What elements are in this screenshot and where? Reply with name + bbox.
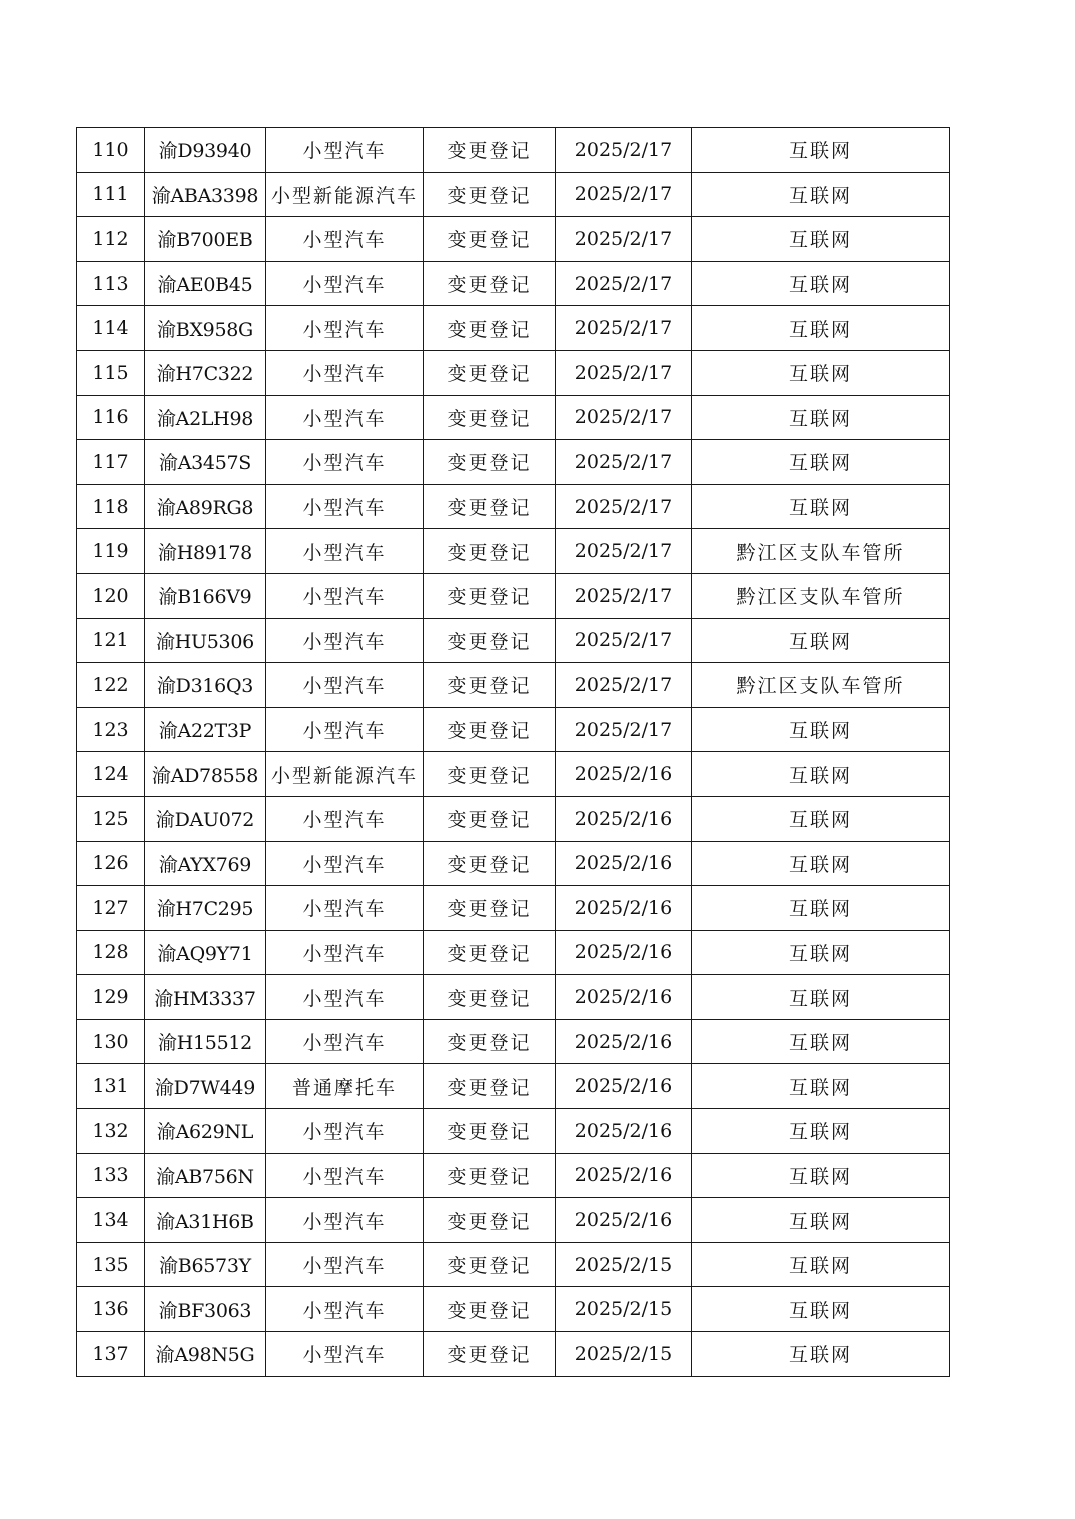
cell-plate-number: 渝A89RG8 <box>145 484 266 529</box>
cell-vehicle-type: 小型汽车 <box>266 306 424 351</box>
cell-channel: 互联网 <box>692 217 950 262</box>
cell-channel: 互联网 <box>692 1153 950 1198</box>
cell-vehicle-type: 小型汽车 <box>266 395 424 440</box>
cell-date: 2025/2/16 <box>556 752 692 797</box>
table-row <box>77 529 950 574</box>
cell-vehicle-type: 小型汽车 <box>266 796 424 841</box>
cell-date: 2025/2/17 <box>556 484 692 529</box>
cell-business-type: 变更登记 <box>424 618 556 663</box>
cell-business-type: 变更登记 <box>424 1153 556 1198</box>
cell-index: 131 <box>77 1064 145 1109</box>
cell-business-type: 变更登记 <box>424 1198 556 1243</box>
cell-date: 2025/2/16 <box>556 1064 692 1109</box>
cell-index: 134 <box>77 1198 145 1243</box>
table-body <box>77 128 950 1377</box>
cell-channel: 互联网 <box>692 350 950 395</box>
cell-plate-number: 渝DAU072 <box>145 796 266 841</box>
cell-vehicle-type: 小型汽车 <box>266 261 424 306</box>
cell-date: 2025/2/16 <box>556 1198 692 1243</box>
cell-business-type: 变更登记 <box>424 306 556 351</box>
cell-channel: 黔江区支队车管所 <box>692 573 950 618</box>
cell-plate-number: 渝H7C295 <box>145 886 266 931</box>
registration-table <box>76 127 950 1377</box>
cell-date: 2025/2/17 <box>556 529 692 574</box>
cell-date: 2025/2/16 <box>556 1019 692 1064</box>
cell-plate-number: 渝B700EB <box>145 217 266 262</box>
table-row <box>77 663 950 708</box>
cell-channel: 黔江区支队车管所 <box>692 529 950 574</box>
cell-index: 127 <box>77 886 145 931</box>
cell-date: 2025/2/16 <box>556 1153 692 1198</box>
table-row <box>77 1332 950 1377</box>
cell-business-type: 变更登记 <box>424 350 556 395</box>
cell-vehicle-type: 小型汽车 <box>266 1109 424 1154</box>
cell-index: 120 <box>77 573 145 618</box>
cell-index: 132 <box>77 1109 145 1154</box>
cell-index: 126 <box>77 841 145 886</box>
cell-vehicle-type: 小型汽车 <box>266 1019 424 1064</box>
cell-plate-number: 渝A629NL <box>145 1109 266 1154</box>
cell-index: 133 <box>77 1153 145 1198</box>
table-row <box>77 752 950 797</box>
cell-channel: 互联网 <box>692 975 950 1020</box>
table-row <box>77 440 950 485</box>
cell-index: 122 <box>77 663 145 708</box>
cell-date: 2025/2/16 <box>556 975 692 1020</box>
cell-channel: 互联网 <box>692 1198 950 1243</box>
cell-date: 2025/2/17 <box>556 573 692 618</box>
cell-vehicle-type: 小型新能源汽车 <box>266 752 424 797</box>
cell-channel: 互联网 <box>692 128 950 173</box>
cell-channel: 互联网 <box>692 930 950 975</box>
cell-plate-number: 渝A2LH98 <box>145 395 266 440</box>
cell-business-type: 变更登记 <box>424 529 556 574</box>
cell-date: 2025/2/16 <box>556 930 692 975</box>
cell-channel: 互联网 <box>692 841 950 886</box>
cell-vehicle-type: 小型汽车 <box>266 484 424 529</box>
cell-vehicle-type: 小型汽车 <box>266 350 424 395</box>
cell-index: 110 <box>77 128 145 173</box>
cell-date: 2025/2/17 <box>556 306 692 351</box>
cell-vehicle-type: 小型汽车 <box>266 930 424 975</box>
cell-plate-number: 渝AYX769 <box>145 841 266 886</box>
cell-plate-number: 渝HM3337 <box>145 975 266 1020</box>
cell-index: 124 <box>77 752 145 797</box>
cell-plate-number: 渝B166V9 <box>145 573 266 618</box>
cell-date: 2025/2/17 <box>556 395 692 440</box>
cell-channel: 黔江区支队车管所 <box>692 663 950 708</box>
cell-index: 137 <box>77 1332 145 1377</box>
cell-vehicle-type: 小型汽车 <box>266 529 424 574</box>
cell-channel: 互联网 <box>692 1332 950 1377</box>
table-row <box>77 1064 950 1109</box>
table-row <box>77 618 950 663</box>
cell-plate-number: 渝AE0B45 <box>145 261 266 306</box>
cell-plate-number: 渝D316Q3 <box>145 663 266 708</box>
cell-business-type: 变更登记 <box>424 752 556 797</box>
cell-date: 2025/2/17 <box>556 440 692 485</box>
cell-plate-number: 渝D7W449 <box>145 1064 266 1109</box>
cell-vehicle-type: 小型汽车 <box>266 440 424 485</box>
cell-plate-number: 渝A3457S <box>145 440 266 485</box>
cell-index: 114 <box>77 306 145 351</box>
cell-vehicle-type: 小型汽车 <box>266 1153 424 1198</box>
table-row <box>77 1287 950 1332</box>
cell-plate-number: 渝B6573Y <box>145 1242 266 1287</box>
table-row <box>77 573 950 618</box>
cell-business-type: 变更登记 <box>424 128 556 173</box>
cell-plate-number: 渝H15512 <box>145 1019 266 1064</box>
cell-date: 2025/2/17 <box>556 663 692 708</box>
cell-channel: 互联网 <box>692 1287 950 1332</box>
cell-channel: 互联网 <box>692 796 950 841</box>
cell-vehicle-type: 小型汽车 <box>266 707 424 752</box>
cell-plate-number: 渝D93940 <box>145 128 266 173</box>
table-row <box>77 306 950 351</box>
cell-index: 121 <box>77 618 145 663</box>
cell-business-type: 变更登记 <box>424 886 556 931</box>
cell-business-type: 变更登记 <box>424 172 556 217</box>
table-row <box>77 1019 950 1064</box>
table-row <box>77 975 950 1020</box>
cell-date: 2025/2/16 <box>556 1109 692 1154</box>
cell-channel: 互联网 <box>692 306 950 351</box>
cell-channel: 互联网 <box>692 618 950 663</box>
cell-index: 135 <box>77 1242 145 1287</box>
cell-index: 118 <box>77 484 145 529</box>
cell-business-type: 变更登记 <box>424 1109 556 1154</box>
cell-channel: 互联网 <box>692 707 950 752</box>
cell-channel: 互联网 <box>692 752 950 797</box>
table-row <box>77 1198 950 1243</box>
cell-plate-number: 渝AD78558 <box>145 752 266 797</box>
table-row <box>77 261 950 306</box>
cell-channel: 互联网 <box>692 440 950 485</box>
cell-business-type: 变更登记 <box>424 975 556 1020</box>
table-row <box>77 886 950 931</box>
table-row <box>77 930 950 975</box>
table-row <box>77 796 950 841</box>
cell-business-type: 变更登记 <box>424 1242 556 1287</box>
cell-plate-number: 渝AB756N <box>145 1153 266 1198</box>
cell-business-type: 变更登记 <box>424 261 556 306</box>
cell-business-type: 变更登记 <box>424 1287 556 1332</box>
cell-date: 2025/2/17 <box>556 350 692 395</box>
cell-channel: 互联网 <box>692 261 950 306</box>
cell-index: 123 <box>77 707 145 752</box>
cell-business-type: 变更登记 <box>424 1019 556 1064</box>
cell-channel: 互联网 <box>692 886 950 931</box>
cell-vehicle-type: 小型汽车 <box>266 886 424 931</box>
table-row <box>77 841 950 886</box>
table-row <box>77 395 950 440</box>
cell-date: 2025/2/16 <box>556 796 692 841</box>
cell-date: 2025/2/16 <box>556 841 692 886</box>
cell-vehicle-type: 小型汽车 <box>266 1242 424 1287</box>
cell-channel: 互联网 <box>692 484 950 529</box>
cell-business-type: 变更登记 <box>424 796 556 841</box>
cell-channel: 互联网 <box>692 395 950 440</box>
cell-index: 116 <box>77 395 145 440</box>
cell-date: 2025/2/17 <box>556 618 692 663</box>
table-row <box>77 128 950 173</box>
cell-index: 136 <box>77 1287 145 1332</box>
cell-plate-number: 渝BX958G <box>145 306 266 351</box>
cell-business-type: 变更登记 <box>424 573 556 618</box>
cell-vehicle-type: 普通摩托车 <box>266 1064 424 1109</box>
cell-index: 115 <box>77 350 145 395</box>
cell-channel: 互联网 <box>692 1109 950 1154</box>
cell-vehicle-type: 小型汽车 <box>266 128 424 173</box>
cell-business-type: 变更登记 <box>424 395 556 440</box>
cell-vehicle-type: 小型汽车 <box>266 663 424 708</box>
cell-vehicle-type: 小型汽车 <box>266 841 424 886</box>
table-row <box>77 1242 950 1287</box>
table-row <box>77 217 950 262</box>
cell-date: 2025/2/17 <box>556 261 692 306</box>
cell-index: 112 <box>77 217 145 262</box>
cell-business-type: 变更登记 <box>424 707 556 752</box>
cell-plate-number: 渝AQ9Y71 <box>145 930 266 975</box>
cell-index: 128 <box>77 930 145 975</box>
cell-channel: 互联网 <box>692 172 950 217</box>
cell-vehicle-type: 小型汽车 <box>266 1287 424 1332</box>
cell-date: 2025/2/16 <box>556 886 692 931</box>
cell-vehicle-type: 小型汽车 <box>266 1198 424 1243</box>
cell-index: 113 <box>77 261 145 306</box>
table-row <box>77 172 950 217</box>
cell-business-type: 变更登记 <box>424 1064 556 1109</box>
cell-plate-number: 渝H89178 <box>145 529 266 574</box>
cell-date: 2025/2/15 <box>556 1287 692 1332</box>
cell-business-type: 变更登记 <box>424 663 556 708</box>
cell-plate-number: 渝ABA3398 <box>145 172 266 217</box>
table-row <box>77 484 950 529</box>
cell-business-type: 变更登记 <box>424 930 556 975</box>
cell-index: 119 <box>77 529 145 574</box>
cell-business-type: 变更登记 <box>424 217 556 262</box>
cell-channel: 互联网 <box>692 1242 950 1287</box>
cell-date: 2025/2/17 <box>556 707 692 752</box>
table-row <box>77 1109 950 1154</box>
cell-vehicle-type: 小型汽车 <box>266 1332 424 1377</box>
cell-plate-number: 渝H7C322 <box>145 350 266 395</box>
cell-date: 2025/2/15 <box>556 1242 692 1287</box>
cell-index: 130 <box>77 1019 145 1064</box>
cell-vehicle-type: 小型汽车 <box>266 618 424 663</box>
cell-index: 111 <box>77 172 145 217</box>
cell-vehicle-type: 小型汽车 <box>266 573 424 618</box>
cell-index: 117 <box>77 440 145 485</box>
cell-plate-number: 渝HU5306 <box>145 618 266 663</box>
cell-plate-number: 渝A31H6B <box>145 1198 266 1243</box>
cell-date: 2025/2/17 <box>556 172 692 217</box>
cell-business-type: 变更登记 <box>424 841 556 886</box>
cell-date: 2025/2/17 <box>556 217 692 262</box>
cell-plate-number: 渝A98N5G <box>145 1332 266 1377</box>
cell-index: 125 <box>77 796 145 841</box>
cell-channel: 互联网 <box>692 1019 950 1064</box>
cell-index: 129 <box>77 975 145 1020</box>
cell-business-type: 变更登记 <box>424 1332 556 1377</box>
cell-vehicle-type: 小型汽车 <box>266 975 424 1020</box>
table-row <box>77 1153 950 1198</box>
cell-vehicle-type: 小型汽车 <box>266 217 424 262</box>
cell-date: 2025/2/17 <box>556 128 692 173</box>
cell-business-type: 变更登记 <box>424 484 556 529</box>
cell-channel: 互联网 <box>692 1064 950 1109</box>
cell-business-type: 变更登记 <box>424 440 556 485</box>
cell-date: 2025/2/15 <box>556 1332 692 1377</box>
table-row <box>77 707 950 752</box>
cell-plate-number: 渝BF3063 <box>145 1287 266 1332</box>
cell-vehicle-type: 小型新能源汽车 <box>266 172 424 217</box>
table-row <box>77 350 950 395</box>
cell-plate-number: 渝A22T3P <box>145 707 266 752</box>
